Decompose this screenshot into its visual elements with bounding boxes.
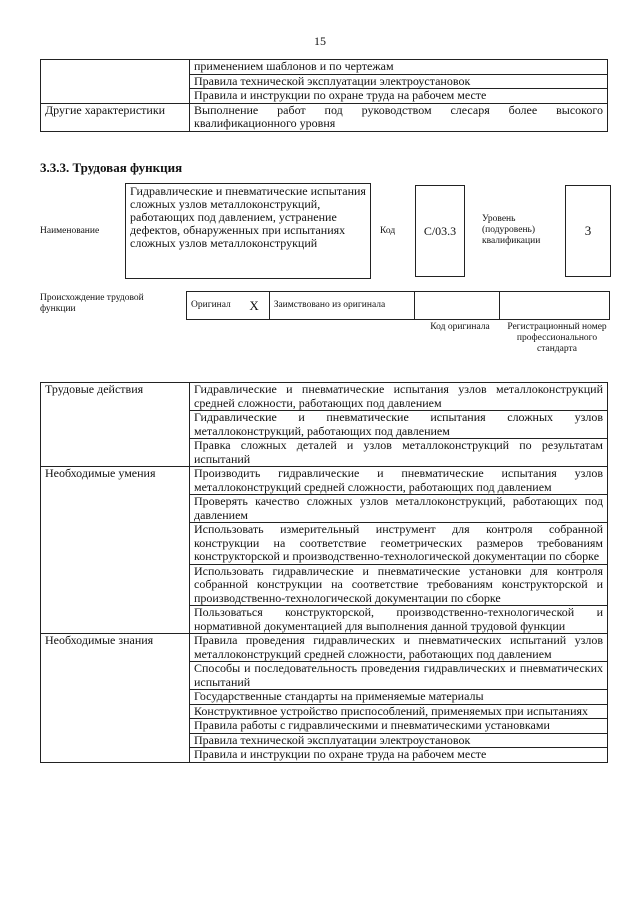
table-cell: применением шаблонов и по чертежам — [190, 60, 608, 75]
function-name: Гидравлические и пневматические испытания сложных узлов металлоконструкций, работающих под давлением, устранение дефектов, обнаруженных при испытаниях сложных узлов металлоконструкций — [125, 183, 371, 279]
level-label: Уровень (подуровень) квалификации — [482, 214, 541, 246]
reg-caption: Регистрационный номер профессионального стандарта — [507, 322, 607, 354]
table-cell: Гидравлические и пневматические испытания сложных узлов металлоконструкций, работающих под давлением — [190, 411, 608, 439]
table-cell: Правила и инструкции по охране труда на рабочем месте — [190, 748, 608, 763]
table-cell: Правила и инструкции по охране труда на рабочем месте — [190, 89, 608, 104]
table-cell: Пользоваться конструкторской, производственно-технологической и нормативной документацией для выполнения данной трудовой функции — [190, 606, 608, 634]
origin-table — [186, 291, 610, 320]
level-value: 3 — [565, 185, 611, 277]
function-details-table — [40, 382, 608, 763]
table-cell: Производить гидравлические и пневматические испытания узлов металлоконструкций средней сложности, работающих под давлением — [190, 467, 608, 495]
table-cell: Правка сложных деталей и узлов металлоконструкций по результатам испытаний — [190, 439, 608, 467]
borrowed-label: Заимствовано из оригинала — [269, 292, 415, 320]
section-title: 3.3.3. Трудовая функция — [40, 160, 183, 175]
table-cell: Правила технической эксплуатации электроустановок — [190, 733, 608, 748]
original-label: Оригинал — [187, 292, 240, 320]
table-cell: Правила работы с гидравлическими и пневматическими установками — [190, 719, 608, 734]
group-label: Необходимые знания — [41, 634, 190, 763]
original-code-cell — [415, 292, 500, 320]
table-cell: Способы и последовательность проведения гидравлических и пневматических испытаний — [190, 662, 608, 690]
group-label: Необходимые умения — [41, 467, 190, 634]
row-label: Другие характеристики — [41, 103, 190, 131]
table-cell: Выполнение работ под руководством слесаря более высокого квалификационного уровня — [190, 103, 608, 131]
table-cell: Использовать измерительный инструмент для контроля собранной конструкции на соответствие геометрических размеров требованиям конструкторской и производственно-технологической документации по сборке — [190, 523, 608, 565]
table-cell: Государственные стандарты на применяемые материалы — [190, 690, 608, 705]
table-cell: Правила проведения гидравлических и пневматических испытаний узлов металлоконструкций средней сложности, работающих под давлением — [190, 634, 608, 662]
row-label — [41, 60, 190, 104]
name-label: Наименование — [40, 226, 100, 236]
code-value: C/03.3 — [415, 185, 465, 277]
table-cell: Конструктивное устройство приспособлений, применяемых при испытаниях — [190, 704, 608, 719]
table-cell: Проверять качество сложных узлов металлоконструкций, работающих под давлением — [190, 495, 608, 523]
code-label: Код — [380, 226, 396, 236]
table-cell: Правила технической эксплуатации электроустановок — [190, 74, 608, 89]
reg-number-cell — [500, 292, 610, 320]
page-number: 15 — [314, 34, 326, 48]
group-label: Трудовые действия — [41, 383, 190, 467]
code-caption: Код оригинала — [430, 322, 490, 332]
original-mark: X — [239, 292, 269, 320]
table-cell: Гидравлические и пневматические испытания узлов металлоконструкций средней сложности, работающих под давлением — [190, 383, 608, 411]
origin-label: Происхождение трудовой функции — [40, 293, 144, 314]
table-cell: Использовать гидравлические и пневматические установки для контроля собранной конструкции на соответствие требованиям конструкторской и производственно-технологической документации по сборке — [190, 564, 608, 606]
continuation-table — [40, 59, 608, 132]
